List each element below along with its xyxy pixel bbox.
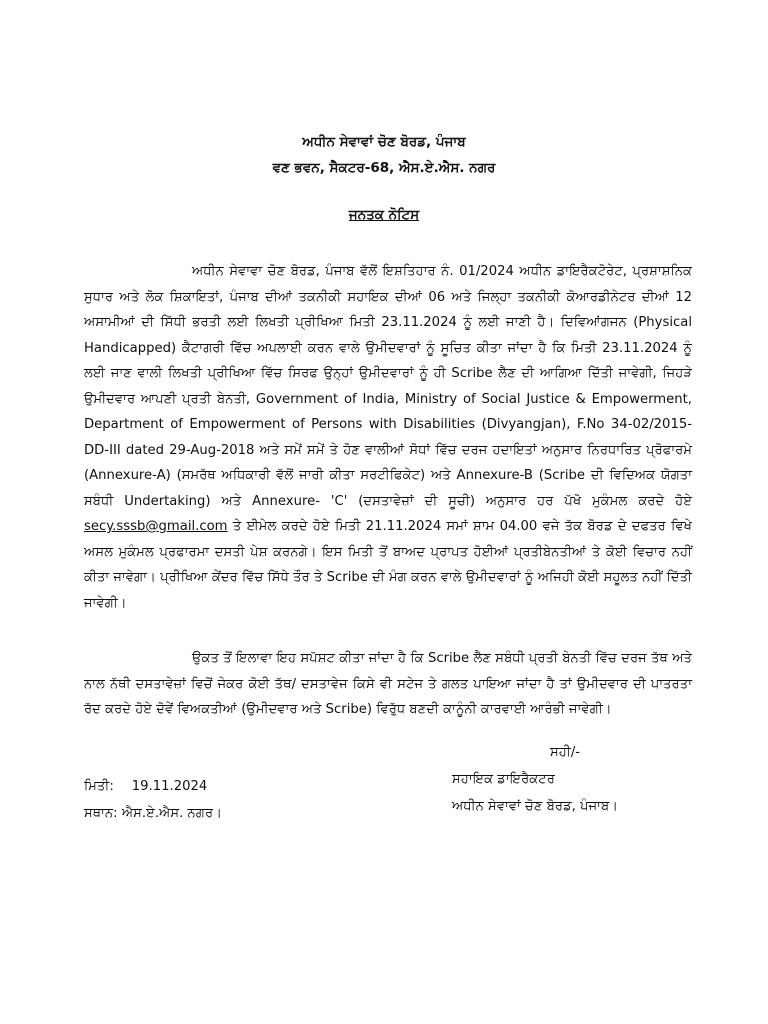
notice-paragraph-1 — [84, 259, 692, 616]
notice-title — [0, 207, 768, 223]
email-link[interactable]: secy.sssb@gmail.com — [84, 519, 228, 534]
place-label: ਸਥਾਨ: — [84, 806, 118, 821]
signature-block — [452, 739, 682, 820]
notice-paragraph-2 — [84, 646, 692, 723]
date-label: ਮਿਤੀ: — [84, 779, 114, 794]
paragraph-1-text-b: ਤੇ ਈਮੇਲ ਕਰਦੇ ਹੋਏ ਮਿਤੀ 21.11.2024 ਸਮਾਂ ਸ਼ਾਮ 04.00 ਵਜੇ ਤੱਕ ਬੋਰਡ ਦੇ ਦਫਤਰ ਵਿਖੇ ਅਸਲ ਮੁਕੰਮਲ ਪ੍ਰਫਾਰਮਾ ਦਸਤੀ ਪੇਸ਼ ਕਰਨਗੇ। ਇਸ ਮਿਤੀ ਤੋਂ ਬਾਅਦ ਪ੍ਰਾਪਤ ਹੋਈਆਂ ਪ੍ਰਤੀਬੇਨਤੀਆਂ ਤੇ ਕੋਈ ਵਿਚਾਰ ਨਹੀਂ ਕੀਤਾ ਜਾਵੇਗਾ। ਪ੍ਰੀਖਿਆ ਕੇਂਦਰ ਵਿੱਚ ਸਿੱਧੇ ਤੌਰ ਤੇ Scribe ਦੀ ਮੰਗ ਕਰਨ ਵਾਲੇ ਉਮੀਦਵਾਰਾਂ ਨੂੰ ਅਜਿਹੀ ਕੋਈ ਸਹੂਲਤ ਨਹੀਂ ਦਿੱਤੀ ਜਾਵੇਗੀ। — [84, 519, 692, 611]
date-value: 19.11.2024 — [131, 779, 208, 794]
paragraph-2-text: ਉਕਤ ਤੋਂ ਇਲਾਵਾ ਇਹ ਸਪੱਸ਼ਟ ਕੀਤਾ ਜਾਂਦਾ ਹੈ ਕਿ Scribe ਲੈਣ ਸਬੰਧੀ ਪ੍ਰਤੀ ਬੇਨਤੀ ਵਿੱਚ ਦਰਜ ਤੱਥ ਅਤੇ ਨਾਲ ਨੱਥੀ ਦਸਤਾਵੇਜ਼ਾਂ ਵਿਚੋਂ ਜੇਕਰ ਕੋਈ ਤੱਥ/ ਦਸਤਾਵੇਜ ਕਿਸੇ ਵੀ ਸਟੇਜ ਤੇ ਗਲਤ ਪਾਇਆ ਜਾਂਦਾ ਹੈ ਤਾਂ ਉਮੀਦਵਾਰ ਦੀ ਪਾਤਰਤਾ ਰੱਦ ਕਰਦੇ ਹੋਏ ਦੋਵੇਂ ਵਿਅਕਤੀਆਂ (ਉਮੀਦਵਾਰ ਅਤੇ Scribe) ਵਿਰੁੱਧ ਬਣਦੀ ਕਾਨੂੰਨੀ ਕਾਰਵਾਈ ਆਰੰਭੀ ਜਾਵੇਗੀ। — [84, 651, 692, 717]
place-value: ਐਸ.ਏ.ਐਸ. ਨਗਰ। — [121, 806, 223, 821]
date-place-block — [84, 773, 344, 827]
date-line — [84, 773, 344, 800]
notice-title-text: ਜਨਤਕ ਨੋਟਿਸ — [348, 207, 420, 223]
paragraph-1-text-a: ਅਧੀਨ ਸੇਵਾਵਾ ਚੋਣ ਬੋਰਡ, ਪੰਜਾਬ ਵੱਲੋਂ ਇਸ਼ਤਿਹਾਰ ਨੰ. 01/2024 ਅਧੀਨ ਡਾਇਰੈਕਟੋਰੇਟ, ਪ੍ਰਸ਼ਾਸ਼ਨਿਕ ਸੁਧਾਰ ਅਤੇ ਲੋਕ ਸ਼ਿਕਾਇਤਾਂ, ਪੰਜਾਬ ਦੀਆਂ ਤਕਨੀਕੀ ਸਹਾਇਕ ਦੀਆਂ 06 ਅਤੇ ਜਿਲ੍ਹਾ ਤਕਨੀਕੀ ਕੋਆਰਡੀਨੇਟਰ ਦੀਆਂ 12 ਅਸਾਮੀਆਂ ਦੀ ਸਿੱਧੀ ਭਰਤੀ ਲਈ ਲਿਖਤੀ ਪ੍ਰੀਖਿਆ ਮਿਤੀ 23.11.2024 ਨੂੰ ਲਈ ਜਾਣੀ ਹੈ। ਦਿਵਿਆਂਗਜਨ (Physical Handicapped) ਕੈਟਾਗਰੀ ਵਿੱਚ ਅਪਲਾਈ ਕਰਨ ਵਾਲੇ ਉਮੀਦਵਾਰਾਂ ਨੂੰ ਸੂਚਿਤ ਕੀਤਾ ਜਾਂਦਾ ਹੈ ਕਿ ਮਿਤੀ 23.11.2024 ਨੂੰ ਲਈ ਜਾਣ ਵਾਲੀ ਲਿਖਤੀ ਪ੍ਰੀਖਿਆ ਵਿੱਚ ਸਿਰਫ ਉਨ੍ਹਾਂ ਉਮੀਦਵਾਰਾਂ ਨੂੰ ਹੀ Scribe ਲੈਣ ਦੀ ਆਗਿਆ ਦਿੱਤੀ ਜਾਵੇਗੀ, ਜਿਹੜੇ ਉਮੀਦਵਾਰ ਆਪਣੀ ਪ੍ਰਤੀ ਬੇਨਤੀ, Government of India, Ministry of Social Justice & Empowerment, Department of Empowerment of Persons with Disabilities (Divyangjan), F.No 34-02/2015-DD-III dated 29-Aug-2018 ਅਤੇ ਸਮੇਂ ਸਮੇਂ ਤੇ ਹੋਣ ਵਾਲੀਆਂ ਸੋਧਾਂ ਵਿੱਚ ਦਰਜ ਹਦਾਇਤਾਂ ਅਨੁਸਾਰ ਨਿਰਧਾਰਿਤ ਪ੍ਰੋਫਾਰਮੇ (Annexure-A) (ਸਮਰੱਥ ਅਧਿਕਾਰੀ ਵੱਲੋਂ ਜਾਰੀ ਕੀਤਾ ਸਰਟੀਫਿਕੇਟ) ਅਤੇ Annexure-B (Scribe ਦੀ ਵਿਦਿਅਕ ਯੋਗਤਾ ਸਬੰਧੀ Undertaking) ਅਤੇ Annexure- 'C' (ਦਸਤਾਵੇਜ਼ਾਂ ਦੀ ਸੂਚੀ) ਅਨੁਸਾਰ ਹਰ ਪੱਖੋ ਮੁਕੰਮਲ ਕਰਦੇ ਹੋਏ — [84, 264, 692, 509]
board-address-heading: ਵਣ ਭਵਨ, ਸੈਕਟਰ-68, ਐਸ.ਏ.ਐਸ. ਨਗਰ — [272, 160, 496, 176]
signatory-designation: ਸਹਾਇਕ ਡਾਇਰੈਕਟਰ — [452, 772, 555, 787]
signatory-office: ਅਧੀਨ ਸੇਵਾਵਾਂ ਚੋਣ ਬੋਰਡ, ਪੰਜਾਬ। — [452, 799, 619, 814]
signed-mark: ਸਹੀ/- — [550, 745, 581, 760]
place-line — [84, 800, 344, 827]
board-name-heading: ਅਧੀਨ ਸੇਵਾਵਾਂ ਚੋਣ ਬੋਰਡ, ਪੰਜਾਬ — [302, 134, 466, 150]
